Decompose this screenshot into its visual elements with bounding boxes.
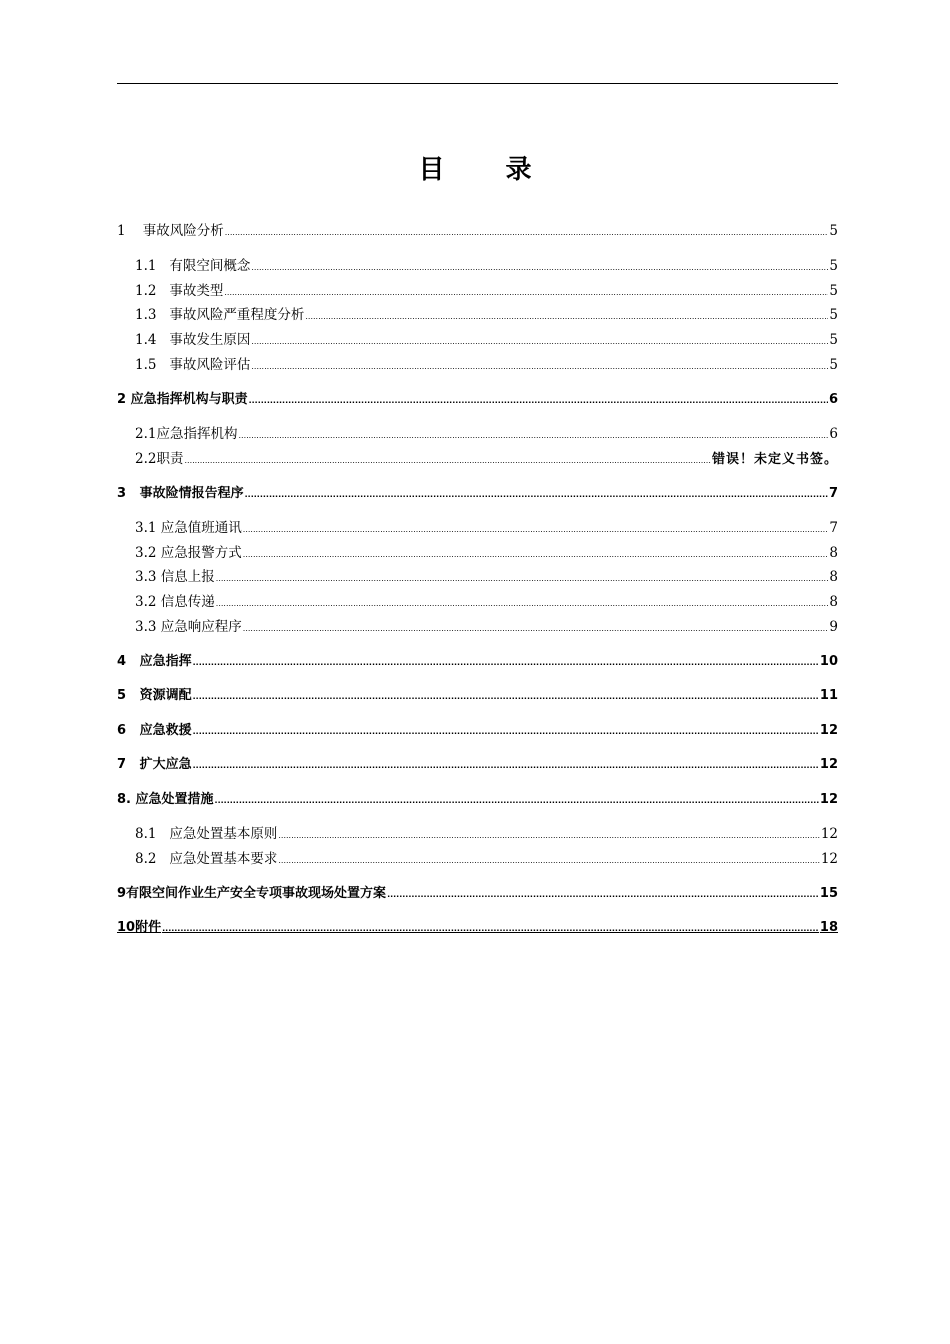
- toc-entry-2-1[interactable]: [135, 423, 838, 445]
- toc-entry-number: 8.1: [135, 826, 157, 842]
- dot-leader: [249, 389, 828, 412]
- toc-entry-number: 6: [117, 723, 127, 738]
- page-title: 目 录: [418, 155, 558, 185]
- toc-entry-10[interactable]: [117, 917, 838, 939]
- toc-entry-number: 9: [117, 886, 127, 901]
- dot-leader: [184, 448, 711, 472]
- toc-entry-number: 1.2: [135, 283, 157, 299]
- toc-entry-label: 事故风险分析: [142, 223, 224, 239]
- toc-entry-number: 1.1: [135, 258, 157, 274]
- dot-leader: [251, 329, 828, 353]
- toc-entry-number: 8.: [117, 792, 131, 807]
- toc-entry-page: 9: [829, 619, 838, 635]
- toc-entry-3-2[interactable]: [135, 542, 838, 564]
- dot-leader: [193, 651, 819, 674]
- toc-entry-label: 事故风险严重程度分析: [169, 307, 305, 323]
- toc-entry-3-5[interactable]: [135, 616, 838, 638]
- toc-entry-number: 2.1: [135, 426, 157, 442]
- dot-leader: [387, 883, 819, 906]
- toc-entry-number: 1.3: [135, 307, 157, 323]
- toc-entry-page: 15: [819, 886, 838, 901]
- toc-entry-1-4[interactable]: [135, 329, 838, 351]
- toc-entry-page: 12: [819, 792, 838, 807]
- dot-leader: [243, 542, 829, 566]
- toc-entry-1-2[interactable]: [135, 280, 838, 302]
- dot-leader: [243, 517, 829, 541]
- toc-entry-error-text: 错误！未定义书签。: [711, 452, 838, 467]
- toc-entry-number: 2.2: [135, 451, 157, 467]
- toc-entry-page: 5: [829, 357, 838, 373]
- toc-entry-label: 事故险情报告程序: [139, 486, 244, 501]
- dot-leader: [225, 220, 829, 244]
- dot-leader: [243, 616, 829, 640]
- toc-entry-label: 事故风险评估: [169, 357, 251, 373]
- toc-entry-label: 信息传递: [160, 594, 215, 610]
- dot-leader: [305, 304, 828, 328]
- toc-entry-3-1[interactable]: [135, 517, 838, 539]
- dot-leader: [193, 754, 819, 777]
- toc-entry-page: 12: [820, 851, 838, 867]
- toc-entry-number: 3.2: [135, 545, 157, 561]
- toc-entry-label: 附件: [135, 920, 162, 935]
- toc-entry-label: 事故发生原因: [169, 332, 251, 348]
- toc-entry-number: 1: [117, 223, 126, 239]
- toc-entry-number: 3.3: [135, 569, 157, 585]
- toc-entry-number: 1.4: [135, 332, 157, 348]
- toc-entry-page: 10: [819, 654, 838, 669]
- toc-entry-label: 资源调配: [139, 688, 192, 703]
- toc-entry-8-1[interactable]: [135, 823, 838, 845]
- toc-entry-label: 应急处置基本原则: [169, 826, 278, 842]
- toc-entry-8[interactable]: [117, 789, 838, 811]
- toc-entry-label: 应急处置基本要求: [169, 851, 278, 867]
- dot-leader: [216, 566, 829, 590]
- toc-entry-label: 应急值班通讯: [160, 520, 242, 536]
- dot-leader: [193, 685, 819, 708]
- toc-entry-number: 5: [117, 688, 127, 703]
- toc-entry-page: 8: [829, 545, 838, 561]
- toc-entry-page: 12: [819, 757, 838, 772]
- dot-leader: [251, 354, 828, 378]
- toc-entry-page: 12: [819, 723, 838, 738]
- toc-entry-4[interactable]: [117, 651, 838, 673]
- dot-leader: [216, 591, 829, 615]
- toc-entry-label: 应急救援: [139, 723, 192, 738]
- toc-entry-page: 5: [829, 283, 838, 299]
- toc-entry-page: 8: [829, 569, 838, 585]
- toc-entry-page: 5: [829, 332, 838, 348]
- toc-entry-page: 6: [829, 426, 838, 442]
- dot-leader: [238, 423, 828, 447]
- toc-entry-label: 应急响应程序: [160, 619, 242, 635]
- toc-entry-label: 应急处置措施: [135, 792, 214, 807]
- toc-entry-label: 应急指挥机构: [156, 426, 238, 442]
- toc-entry-3-4[interactable]: [135, 591, 838, 613]
- toc-entry-7[interactable]: [117, 754, 838, 776]
- toc-entry-number: 3: [117, 486, 127, 501]
- toc-entry-number: 10: [117, 920, 136, 935]
- toc-entry-page: 12: [820, 826, 838, 842]
- toc-entry-5[interactable]: [117, 685, 838, 707]
- toc-entry-1-1[interactable]: [135, 255, 838, 277]
- toc-entry-label: 扩大应急: [139, 757, 192, 772]
- dot-leader: [193, 720, 819, 743]
- toc-entry-3-3[interactable]: [135, 566, 838, 588]
- toc-entry-2-2[interactable]: [135, 448, 838, 470]
- dot-leader: [224, 280, 828, 304]
- toc-entry-page: 7: [828, 486, 838, 501]
- toc-entry-page: 11: [819, 688, 838, 703]
- toc-entry-label: 信息上报: [160, 569, 215, 585]
- toc-entry-page: 18: [819, 920, 838, 935]
- toc-entry-page: 6: [828, 392, 838, 407]
- toc-entry-6[interactable]: [117, 720, 838, 742]
- dot-leader: [278, 823, 819, 847]
- toc-entry-number: 1.5: [135, 357, 157, 373]
- toc-entry-2[interactable]: [117, 389, 838, 411]
- toc-entry-label: 应急指挥机构与职责: [130, 392, 248, 407]
- toc-entry-number: 7: [117, 757, 127, 772]
- toc-entry-3[interactable]: [117, 483, 838, 505]
- dot-leader: [245, 483, 828, 506]
- toc-entry-9[interactable]: [117, 883, 838, 905]
- toc-entry-label: 应急指挥: [139, 654, 192, 669]
- toc-entry-label: 有限空间作业生产安全专项事故现场处置方案: [126, 886, 387, 901]
- dot-leader: [162, 917, 819, 940]
- toc-entry-1[interactable]: [117, 220, 838, 242]
- toc-entry-page: 5: [829, 258, 838, 274]
- toc-entry-number: 2: [117, 392, 127, 407]
- toc-entry-number: 3.1: [135, 520, 157, 536]
- toc-entry-page: 5: [829, 223, 838, 239]
- dot-leader: [251, 255, 828, 279]
- toc-entry-page: 8: [829, 594, 838, 610]
- toc-entry-8-2[interactable]: [135, 848, 838, 870]
- toc-entry-label: 职责: [156, 451, 184, 467]
- toc-entry-number: 3.3: [135, 619, 157, 635]
- toc-entry-label: 事故类型: [169, 283, 224, 299]
- dot-leader: [278, 848, 819, 872]
- dot-leader: [215, 789, 819, 812]
- toc-entry-label: 有限空间概念: [169, 258, 251, 274]
- table-of-contents: [117, 0, 838, 1344]
- toc-entry-number: 4: [117, 654, 127, 669]
- toc-entry-1-3[interactable]: [135, 304, 838, 326]
- toc-entry-number: 8.2: [135, 851, 157, 867]
- toc-entry-1-5[interactable]: [135, 354, 838, 376]
- toc-entry-page: 5: [829, 307, 838, 323]
- toc-entry-number: 3.2: [135, 594, 157, 610]
- toc-entry-page: 7: [829, 520, 838, 536]
- toc-entry-label: 应急报警方式: [160, 545, 242, 561]
